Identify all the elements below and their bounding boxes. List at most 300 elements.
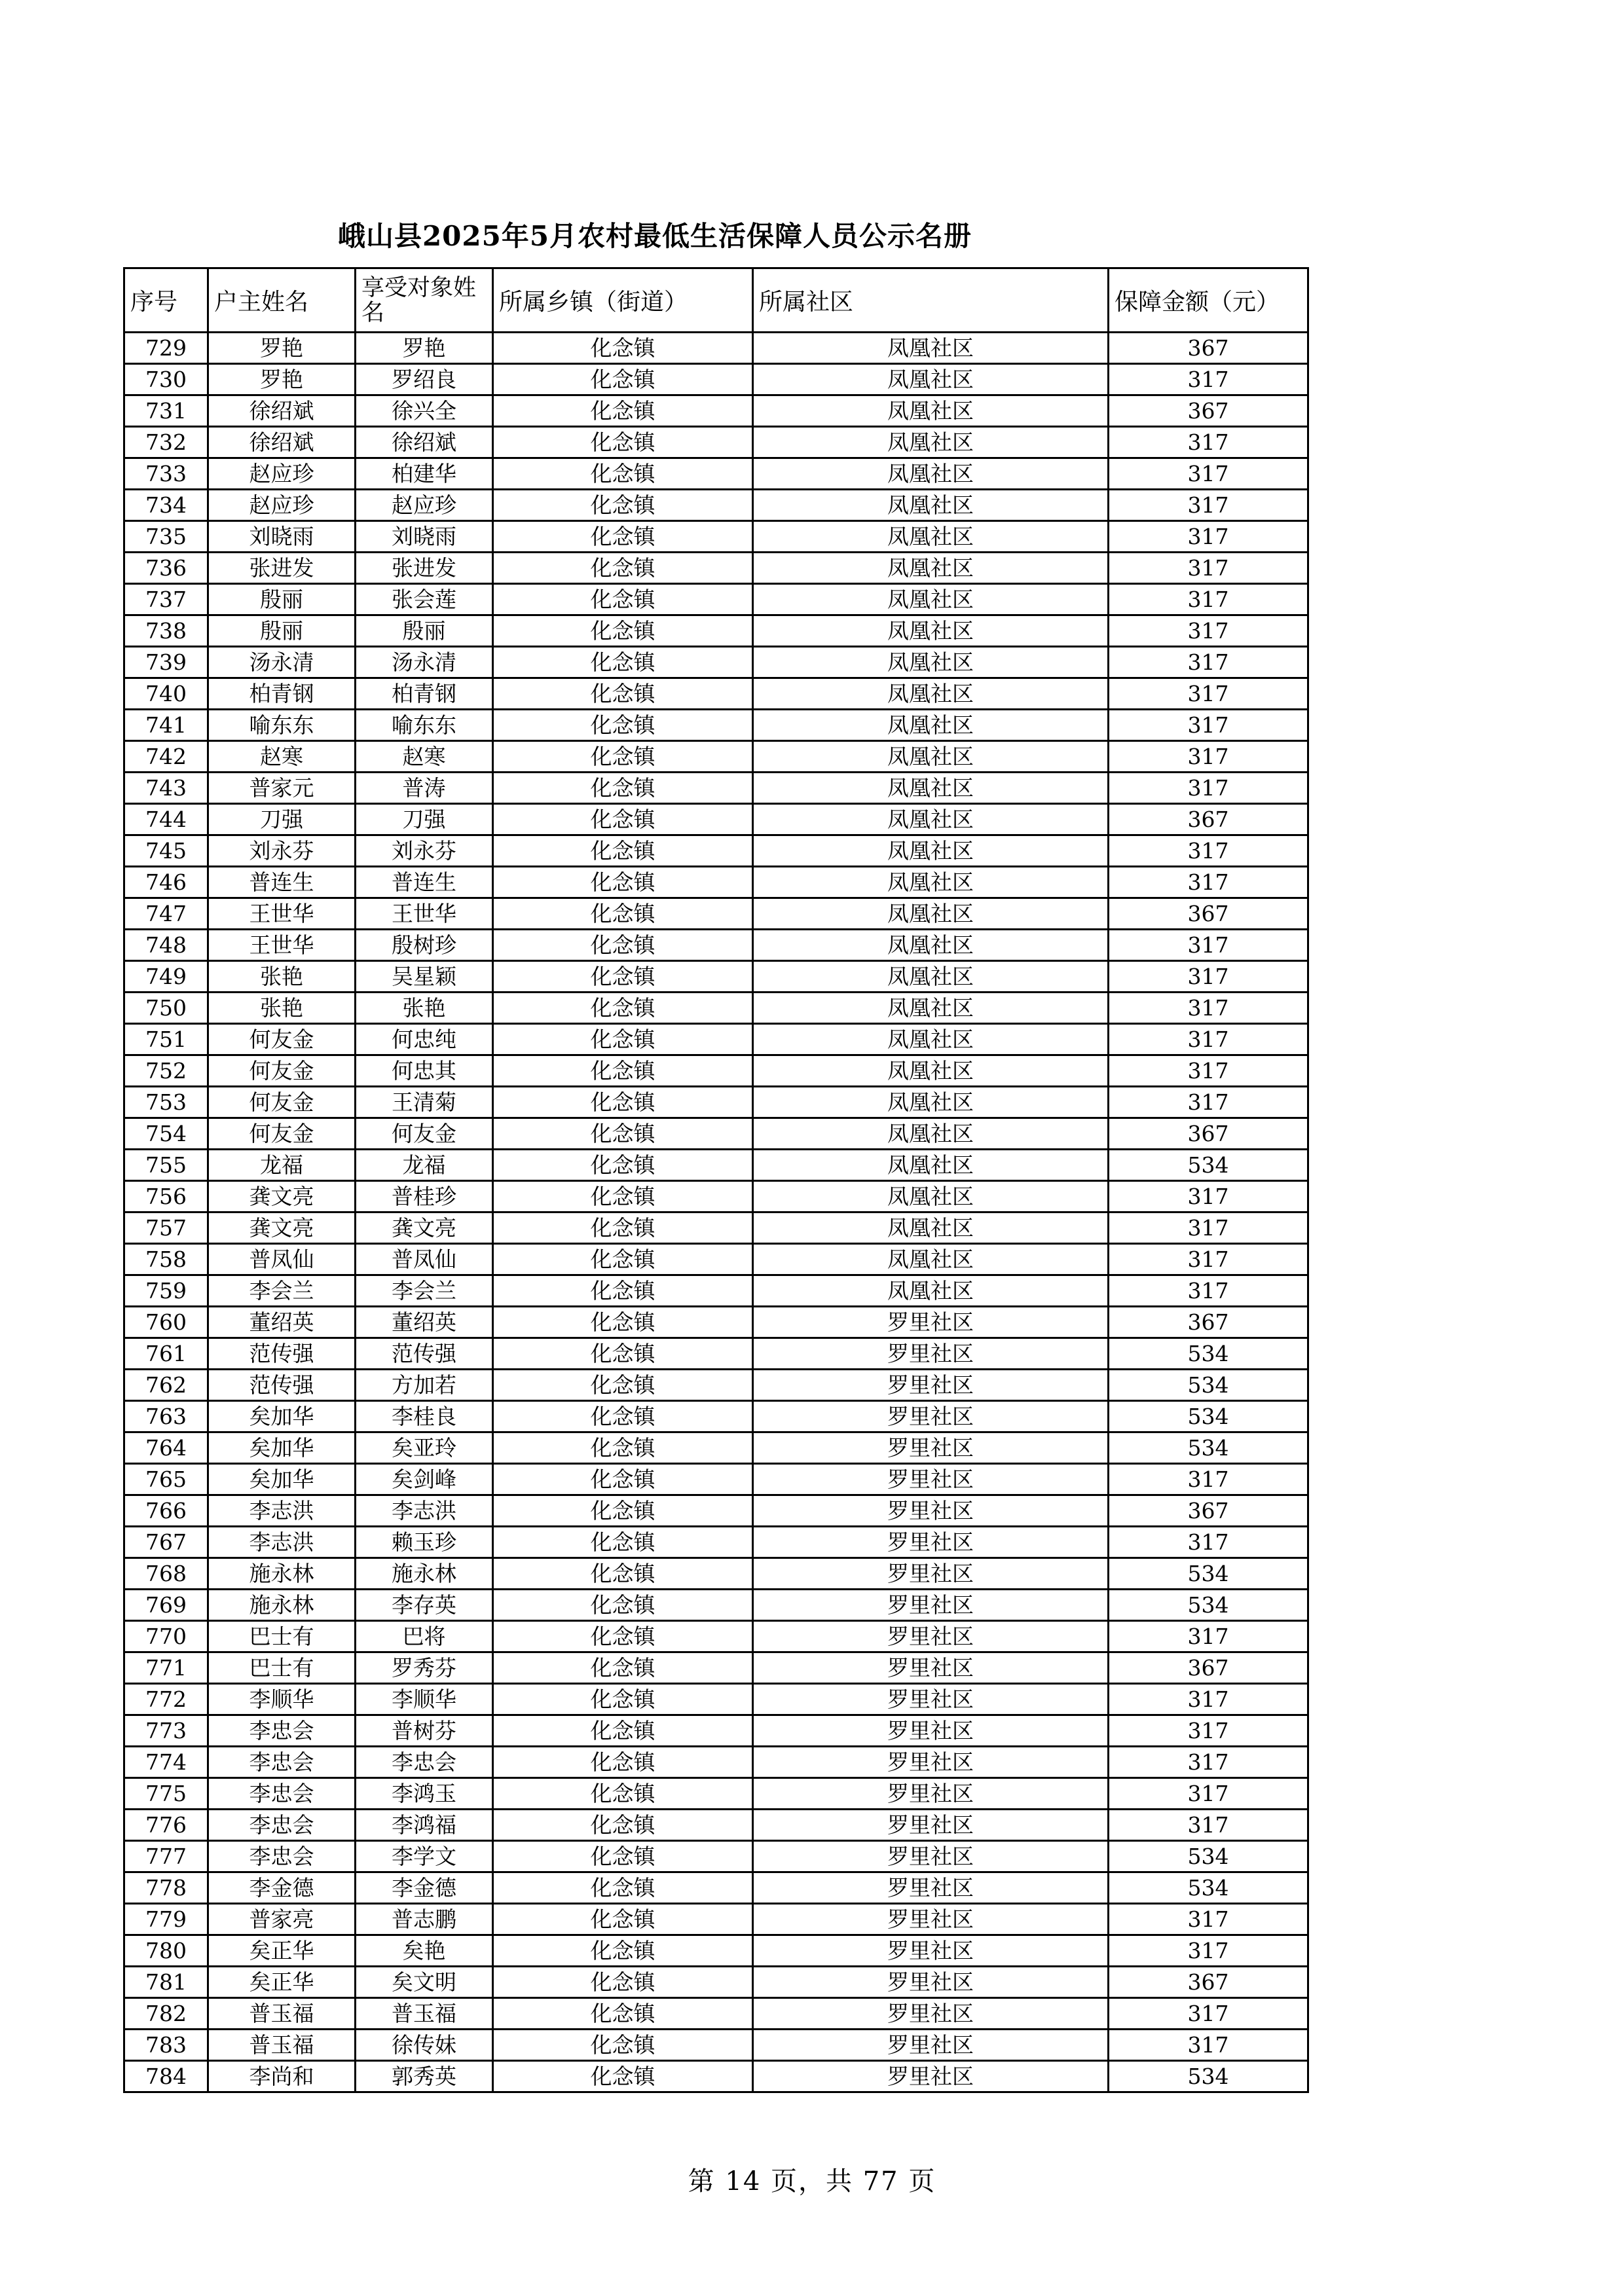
cell-amount: 317 bbox=[1109, 1998, 1308, 2030]
cell-community: 罗里社区 bbox=[753, 1904, 1109, 1935]
cell-beneficiary: 刀强 bbox=[356, 804, 493, 835]
cell-community: 凤凰社区 bbox=[753, 898, 1109, 930]
table-row bbox=[124, 1684, 1308, 1715]
cell-amount: 317 bbox=[1109, 993, 1308, 1024]
cell-household-head: 何友金 bbox=[208, 1055, 356, 1087]
cell-beneficiary: 李学文 bbox=[356, 1841, 493, 1872]
table-row bbox=[124, 867, 1308, 898]
cell-amount: 317 bbox=[1109, 1464, 1308, 1495]
cell-town: 化念镇 bbox=[493, 710, 753, 741]
cell-amount: 317 bbox=[1109, 1715, 1308, 1747]
cell-amount: 317 bbox=[1109, 710, 1308, 741]
cell-amount: 534 bbox=[1109, 1338, 1308, 1370]
table-row bbox=[124, 678, 1308, 710]
table-row bbox=[124, 804, 1308, 835]
cell-beneficiary: 李鸿玉 bbox=[356, 1778, 493, 1810]
cell-beneficiary: 龙福 bbox=[356, 1150, 493, 1181]
cell-beneficiary: 罗艳 bbox=[356, 333, 493, 364]
cell-index: 777 bbox=[124, 1841, 208, 1872]
table-row bbox=[124, 1872, 1308, 1904]
cell-community: 凤凰社区 bbox=[753, 458, 1109, 490]
cell-town: 化念镇 bbox=[493, 1495, 753, 1527]
cell-index: 756 bbox=[124, 1181, 208, 1212]
cell-index: 772 bbox=[124, 1684, 208, 1715]
cell-index: 750 bbox=[124, 993, 208, 1024]
cell-beneficiary: 张进发 bbox=[356, 553, 493, 584]
cell-household-head: 何友金 bbox=[208, 1118, 356, 1150]
cell-amount: 317 bbox=[1109, 364, 1308, 395]
cell-community: 罗里社区 bbox=[753, 1527, 1109, 1558]
table-row bbox=[124, 1432, 1308, 1464]
cell-beneficiary: 喻东东 bbox=[356, 710, 493, 741]
cell-community: 罗里社区 bbox=[753, 1715, 1109, 1747]
cell-amount: 534 bbox=[1109, 1872, 1308, 1904]
cell-beneficiary: 范传强 bbox=[356, 1338, 493, 1370]
cell-beneficiary: 王清菊 bbox=[356, 1087, 493, 1118]
table-row bbox=[124, 553, 1308, 584]
cell-community: 凤凰社区 bbox=[753, 804, 1109, 835]
cell-household-head: 矣正华 bbox=[208, 1967, 356, 1998]
table-row bbox=[124, 898, 1308, 930]
cell-household-head: 范传强 bbox=[208, 1370, 356, 1401]
cell-amount: 534 bbox=[1109, 1590, 1308, 1621]
cell-amount: 317 bbox=[1109, 1747, 1308, 1778]
cell-amount: 317 bbox=[1109, 647, 1308, 678]
cell-amount: 317 bbox=[1109, 867, 1308, 898]
table-row bbox=[124, 1715, 1308, 1747]
footer-total-pages: 77 bbox=[862, 2166, 899, 2196]
table-row bbox=[124, 961, 1308, 993]
footer-suffix: 页 bbox=[908, 2166, 936, 2196]
cell-household-head: 巴士有 bbox=[208, 1652, 356, 1684]
cell-household-head: 李金德 bbox=[208, 1872, 356, 1904]
cell-town: 化念镇 bbox=[493, 333, 753, 364]
cell-index: 735 bbox=[124, 521, 208, 553]
cell-index: 736 bbox=[124, 553, 208, 584]
cell-index: 747 bbox=[124, 898, 208, 930]
cell-beneficiary: 柏建华 bbox=[356, 458, 493, 490]
page-title: 峨山县2025年5月农村最低生活保障人员公示名册 bbox=[337, 220, 972, 252]
table-row bbox=[124, 1558, 1308, 1590]
table-row bbox=[124, 930, 1308, 961]
cell-community: 罗里社区 bbox=[753, 1778, 1109, 1810]
cell-index: 731 bbox=[124, 395, 208, 427]
cell-community: 凤凰社区 bbox=[753, 993, 1109, 1024]
table-row bbox=[124, 1778, 1308, 1810]
cell-beneficiary: 矣文明 bbox=[356, 1967, 493, 1998]
cell-community: 罗里社区 bbox=[753, 1747, 1109, 1778]
cell-beneficiary: 普玉福 bbox=[356, 1998, 493, 2030]
cell-beneficiary: 何忠纯 bbox=[356, 1024, 493, 1055]
cell-beneficiary: 张艳 bbox=[356, 993, 493, 1024]
table-row bbox=[124, 458, 1308, 490]
table-row bbox=[124, 1024, 1308, 1055]
cell-amount: 317 bbox=[1109, 1621, 1308, 1652]
cell-beneficiary: 李桂良 bbox=[356, 1401, 493, 1432]
cell-beneficiary: 吴星颖 bbox=[356, 961, 493, 993]
cell-community: 罗里社区 bbox=[753, 1307, 1109, 1338]
table-header-row bbox=[124, 268, 1308, 333]
cell-town: 化念镇 bbox=[493, 1212, 753, 1244]
cell-index: 742 bbox=[124, 741, 208, 773]
cell-index: 770 bbox=[124, 1621, 208, 1652]
cell-amount: 367 bbox=[1109, 1118, 1308, 1150]
cell-index: 738 bbox=[124, 615, 208, 647]
header-household-head: 户主姓名 bbox=[208, 268, 356, 333]
cell-community: 凤凰社区 bbox=[753, 584, 1109, 615]
table-row bbox=[124, 1652, 1308, 1684]
table-row bbox=[124, 1275, 1308, 1307]
cell-town: 化念镇 bbox=[493, 1652, 753, 1684]
cell-town: 化念镇 bbox=[493, 741, 753, 773]
cell-index: 779 bbox=[124, 1904, 208, 1935]
table-row bbox=[124, 1904, 1308, 1935]
cell-index: 754 bbox=[124, 1118, 208, 1150]
footer-prefix: 第 bbox=[688, 2166, 716, 2196]
cell-index: 753 bbox=[124, 1087, 208, 1118]
cell-town: 化念镇 bbox=[493, 1558, 753, 1590]
cell-town: 化念镇 bbox=[493, 553, 753, 584]
cell-beneficiary: 李顺华 bbox=[356, 1684, 493, 1715]
cell-community: 凤凰社区 bbox=[753, 1275, 1109, 1307]
cell-community: 凤凰社区 bbox=[753, 930, 1109, 961]
cell-community: 凤凰社区 bbox=[753, 1024, 1109, 1055]
cell-index: 740 bbox=[124, 678, 208, 710]
cell-index: 771 bbox=[124, 1652, 208, 1684]
cell-town: 化念镇 bbox=[493, 1244, 753, 1275]
cell-amount: 317 bbox=[1109, 521, 1308, 553]
cell-town: 化念镇 bbox=[493, 1747, 753, 1778]
cell-community: 罗里社区 bbox=[753, 1810, 1109, 1841]
cell-beneficiary: 殷丽 bbox=[356, 615, 493, 647]
cell-community: 凤凰社区 bbox=[753, 364, 1109, 395]
table-row bbox=[124, 1401, 1308, 1432]
cell-beneficiary: 汤永清 bbox=[356, 647, 493, 678]
table-row bbox=[124, 1621, 1308, 1652]
cell-town: 化念镇 bbox=[493, 1904, 753, 1935]
cell-index: 741 bbox=[124, 710, 208, 741]
cell-amount: 317 bbox=[1109, 678, 1308, 710]
footer-page-number: 14 bbox=[725, 2166, 762, 2196]
cell-amount: 367 bbox=[1109, 395, 1308, 427]
cell-amount: 317 bbox=[1109, 930, 1308, 961]
cell-amount: 317 bbox=[1109, 1527, 1308, 1558]
roster-table bbox=[123, 267, 1309, 2093]
cell-household-head: 张艳 bbox=[208, 993, 356, 1024]
cell-household-head: 张进发 bbox=[208, 553, 356, 584]
cell-beneficiary: 李金德 bbox=[356, 1872, 493, 1904]
cell-index: 751 bbox=[124, 1024, 208, 1055]
cell-community: 罗里社区 bbox=[753, 1998, 1109, 2030]
cell-household-head: 李忠会 bbox=[208, 1715, 356, 1747]
cell-community: 罗里社区 bbox=[753, 1495, 1109, 1527]
cell-household-head: 罗艳 bbox=[208, 364, 356, 395]
cell-town: 化念镇 bbox=[493, 1715, 753, 1747]
cell-town: 化念镇 bbox=[493, 867, 753, 898]
table-row bbox=[124, 1244, 1308, 1275]
cell-index: 769 bbox=[124, 1590, 208, 1621]
cell-town: 化念镇 bbox=[493, 993, 753, 1024]
cell-household-head: 李尚和 bbox=[208, 2061, 356, 2092]
cell-beneficiary: 刘永芬 bbox=[356, 835, 493, 867]
cell-beneficiary: 赖玉珍 bbox=[356, 1527, 493, 1558]
cell-household-head: 徐绍斌 bbox=[208, 395, 356, 427]
cell-town: 化念镇 bbox=[493, 490, 753, 521]
cell-beneficiary: 李存英 bbox=[356, 1590, 493, 1621]
cell-town: 化念镇 bbox=[493, 1432, 753, 1464]
cell-amount: 317 bbox=[1109, 1275, 1308, 1307]
table-row bbox=[124, 490, 1308, 521]
cell-index: 760 bbox=[124, 1307, 208, 1338]
table-row bbox=[124, 993, 1308, 1024]
cell-beneficiary: 郭秀英 bbox=[356, 2061, 493, 2092]
cell-household-head: 李忠会 bbox=[208, 1841, 356, 1872]
cell-index: 745 bbox=[124, 835, 208, 867]
cell-beneficiary: 方加若 bbox=[356, 1370, 493, 1401]
header-amount: 保障金额（元） bbox=[1109, 268, 1308, 333]
cell-index: 783 bbox=[124, 2030, 208, 2061]
cell-beneficiary: 徐绍斌 bbox=[356, 427, 493, 458]
cell-beneficiary: 施永林 bbox=[356, 1558, 493, 1590]
table-row bbox=[124, 1150, 1308, 1181]
cell-household-head: 赵应珍 bbox=[208, 458, 356, 490]
cell-community: 凤凰社区 bbox=[753, 867, 1109, 898]
cell-household-head: 殷丽 bbox=[208, 584, 356, 615]
cell-beneficiary: 刘晓雨 bbox=[356, 521, 493, 553]
cell-community: 罗里社区 bbox=[753, 1432, 1109, 1464]
cell-community: 罗里社区 bbox=[753, 1401, 1109, 1432]
cell-town: 化念镇 bbox=[493, 773, 753, 804]
cell-household-head: 何友金 bbox=[208, 1087, 356, 1118]
table-row bbox=[124, 1967, 1308, 1998]
cell-town: 化念镇 bbox=[493, 1338, 753, 1370]
cell-index: 765 bbox=[124, 1464, 208, 1495]
table-row bbox=[124, 364, 1308, 395]
cell-household-head: 刀强 bbox=[208, 804, 356, 835]
cell-town: 化念镇 bbox=[493, 615, 753, 647]
cell-town: 化念镇 bbox=[493, 1055, 753, 1087]
table-row bbox=[124, 647, 1308, 678]
cell-amount: 367 bbox=[1109, 1967, 1308, 1998]
cell-amount: 317 bbox=[1109, 1935, 1308, 1967]
table-row bbox=[124, 427, 1308, 458]
table-row bbox=[124, 1087, 1308, 1118]
cell-community: 凤凰社区 bbox=[753, 553, 1109, 584]
table-row bbox=[124, 1590, 1308, 1621]
cell-amount: 317 bbox=[1109, 490, 1308, 521]
cell-beneficiary: 徐传妹 bbox=[356, 2030, 493, 2061]
cell-household-head: 范传强 bbox=[208, 1338, 356, 1370]
cell-beneficiary: 矣艳 bbox=[356, 1935, 493, 1967]
cell-beneficiary: 李忠会 bbox=[356, 1747, 493, 1778]
cell-beneficiary: 矣剑峰 bbox=[356, 1464, 493, 1495]
cell-index: 732 bbox=[124, 427, 208, 458]
cell-town: 化念镇 bbox=[493, 1998, 753, 2030]
cell-household-head: 龚文亮 bbox=[208, 1212, 356, 1244]
table-row bbox=[124, 615, 1308, 647]
table-row bbox=[124, 1338, 1308, 1370]
cell-beneficiary: 赵应珍 bbox=[356, 490, 493, 521]
cell-community: 凤凰社区 bbox=[753, 1150, 1109, 1181]
cell-index: 744 bbox=[124, 804, 208, 835]
cell-household-head: 徐绍斌 bbox=[208, 427, 356, 458]
cell-town: 化念镇 bbox=[493, 804, 753, 835]
cell-town: 化念镇 bbox=[493, 1401, 753, 1432]
cell-index: 782 bbox=[124, 1998, 208, 2030]
cell-town: 化念镇 bbox=[493, 427, 753, 458]
table-row bbox=[124, 1810, 1308, 1841]
cell-index: 780 bbox=[124, 1935, 208, 1967]
cell-community: 凤凰社区 bbox=[753, 710, 1109, 741]
cell-community: 罗里社区 bbox=[753, 1558, 1109, 1590]
cell-town: 化念镇 bbox=[493, 1464, 753, 1495]
cell-community: 凤凰社区 bbox=[753, 1244, 1109, 1275]
cell-community: 罗里社区 bbox=[753, 1621, 1109, 1652]
cell-town: 化念镇 bbox=[493, 1810, 753, 1841]
cell-town: 化念镇 bbox=[493, 1118, 753, 1150]
cell-index: 762 bbox=[124, 1370, 208, 1401]
cell-amount: 317 bbox=[1109, 615, 1308, 647]
cell-household-head: 李忠会 bbox=[208, 1810, 356, 1841]
cell-town: 化念镇 bbox=[493, 1684, 753, 1715]
cell-community: 罗里社区 bbox=[753, 1338, 1109, 1370]
cell-amount: 367 bbox=[1109, 898, 1308, 930]
table-row bbox=[124, 1464, 1308, 1495]
cell-index: 768 bbox=[124, 1558, 208, 1590]
cell-amount: 367 bbox=[1109, 1652, 1308, 1684]
cell-beneficiary: 普桂珍 bbox=[356, 1181, 493, 1212]
cell-town: 化念镇 bbox=[493, 835, 753, 867]
table-row bbox=[124, 1998, 1308, 2030]
cell-household-head: 龚文亮 bbox=[208, 1181, 356, 1212]
cell-household-head: 普凤仙 bbox=[208, 1244, 356, 1275]
footer-middle: 页，共 bbox=[771, 2166, 853, 2196]
table-row bbox=[124, 1841, 1308, 1872]
cell-index: 749 bbox=[124, 961, 208, 993]
table-row bbox=[124, 741, 1308, 773]
cell-community: 凤凰社区 bbox=[753, 1181, 1109, 1212]
cell-beneficiary: 王世华 bbox=[356, 898, 493, 930]
cell-town: 化念镇 bbox=[493, 458, 753, 490]
cell-amount: 317 bbox=[1109, 1212, 1308, 1244]
cell-index: 734 bbox=[124, 490, 208, 521]
table-row bbox=[124, 1747, 1308, 1778]
cell-community: 凤凰社区 bbox=[753, 490, 1109, 521]
cell-beneficiary: 普涛 bbox=[356, 773, 493, 804]
table-row bbox=[124, 1527, 1308, 1558]
cell-household-head: 罗艳 bbox=[208, 333, 356, 364]
cell-town: 化念镇 bbox=[493, 1024, 753, 1055]
cell-household-head: 龙福 bbox=[208, 1150, 356, 1181]
cell-community: 罗里社区 bbox=[753, 1684, 1109, 1715]
cell-index: 784 bbox=[124, 2061, 208, 2092]
cell-community: 罗里社区 bbox=[753, 2061, 1109, 2092]
cell-household-head: 普连生 bbox=[208, 867, 356, 898]
cell-community: 凤凰社区 bbox=[753, 835, 1109, 867]
cell-beneficiary: 何友金 bbox=[356, 1118, 493, 1150]
cell-town: 化念镇 bbox=[493, 1590, 753, 1621]
cell-town: 化念镇 bbox=[493, 1935, 753, 1967]
cell-beneficiary: 董绍英 bbox=[356, 1307, 493, 1338]
table-row bbox=[124, 584, 1308, 615]
cell-index: 743 bbox=[124, 773, 208, 804]
cell-index: 739 bbox=[124, 647, 208, 678]
cell-index: 763 bbox=[124, 1401, 208, 1432]
cell-beneficiary: 龚文亮 bbox=[356, 1212, 493, 1244]
cell-community: 凤凰社区 bbox=[753, 678, 1109, 710]
table-row bbox=[124, 1118, 1308, 1150]
cell-household-head: 赵寒 bbox=[208, 741, 356, 773]
cell-index: 767 bbox=[124, 1527, 208, 1558]
cell-community: 罗里社区 bbox=[753, 1967, 1109, 1998]
cell-index: 729 bbox=[124, 333, 208, 364]
cell-community: 凤凰社区 bbox=[753, 1087, 1109, 1118]
cell-amount: 534 bbox=[1109, 1401, 1308, 1432]
header-town: 所属乡镇（街道） bbox=[493, 268, 753, 333]
cell-index: 733 bbox=[124, 458, 208, 490]
table-row bbox=[124, 710, 1308, 741]
cell-community: 凤凰社区 bbox=[753, 427, 1109, 458]
cell-town: 化念镇 bbox=[493, 584, 753, 615]
cell-amount: 534 bbox=[1109, 2061, 1308, 2092]
cell-town: 化念镇 bbox=[493, 521, 753, 553]
cell-community: 罗里社区 bbox=[753, 1652, 1109, 1684]
cell-amount: 317 bbox=[1109, 1244, 1308, 1275]
cell-index: 752 bbox=[124, 1055, 208, 1087]
cell-household-head: 殷丽 bbox=[208, 615, 356, 647]
cell-index: 758 bbox=[124, 1244, 208, 1275]
cell-amount: 317 bbox=[1109, 1810, 1308, 1841]
cell-index: 781 bbox=[124, 1967, 208, 1998]
cell-amount: 317 bbox=[1109, 584, 1308, 615]
cell-beneficiary: 柏青钢 bbox=[356, 678, 493, 710]
cell-community: 凤凰社区 bbox=[753, 1212, 1109, 1244]
cell-beneficiary: 普连生 bbox=[356, 867, 493, 898]
cell-index: 737 bbox=[124, 584, 208, 615]
header-community: 所属社区 bbox=[753, 268, 1109, 333]
cell-amount: 317 bbox=[1109, 1684, 1308, 1715]
cell-index: 776 bbox=[124, 1810, 208, 1841]
cell-household-head: 李志洪 bbox=[208, 1495, 356, 1527]
cell-town: 化念镇 bbox=[493, 1150, 753, 1181]
table-row bbox=[124, 2061, 1308, 2092]
cell-amount: 367 bbox=[1109, 333, 1308, 364]
cell-household-head: 刘晓雨 bbox=[208, 521, 356, 553]
cell-community: 凤凰社区 bbox=[753, 395, 1109, 427]
cell-index: 764 bbox=[124, 1432, 208, 1464]
cell-beneficiary: 殷树珍 bbox=[356, 930, 493, 961]
cell-amount: 317 bbox=[1109, 1778, 1308, 1810]
cell-amount: 317 bbox=[1109, 553, 1308, 584]
cell-beneficiary: 李志洪 bbox=[356, 1495, 493, 1527]
cell-household-head: 施永林 bbox=[208, 1558, 356, 1590]
cell-beneficiary: 李会兰 bbox=[356, 1275, 493, 1307]
cell-household-head: 巴士有 bbox=[208, 1621, 356, 1652]
cell-amount: 317 bbox=[1109, 458, 1308, 490]
cell-household-head: 柏青钢 bbox=[208, 678, 356, 710]
cell-town: 化念镇 bbox=[493, 647, 753, 678]
cell-beneficiary: 徐兴全 bbox=[356, 395, 493, 427]
cell-household-head: 汤永清 bbox=[208, 647, 356, 678]
cell-beneficiary: 矣亚玲 bbox=[356, 1432, 493, 1464]
cell-index: 774 bbox=[124, 1747, 208, 1778]
cell-index: 730 bbox=[124, 364, 208, 395]
cell-town: 化念镇 bbox=[493, 395, 753, 427]
table-row bbox=[124, 1370, 1308, 1401]
table-row bbox=[124, 395, 1308, 427]
table-row bbox=[124, 1495, 1308, 1527]
cell-amount: 317 bbox=[1109, 773, 1308, 804]
